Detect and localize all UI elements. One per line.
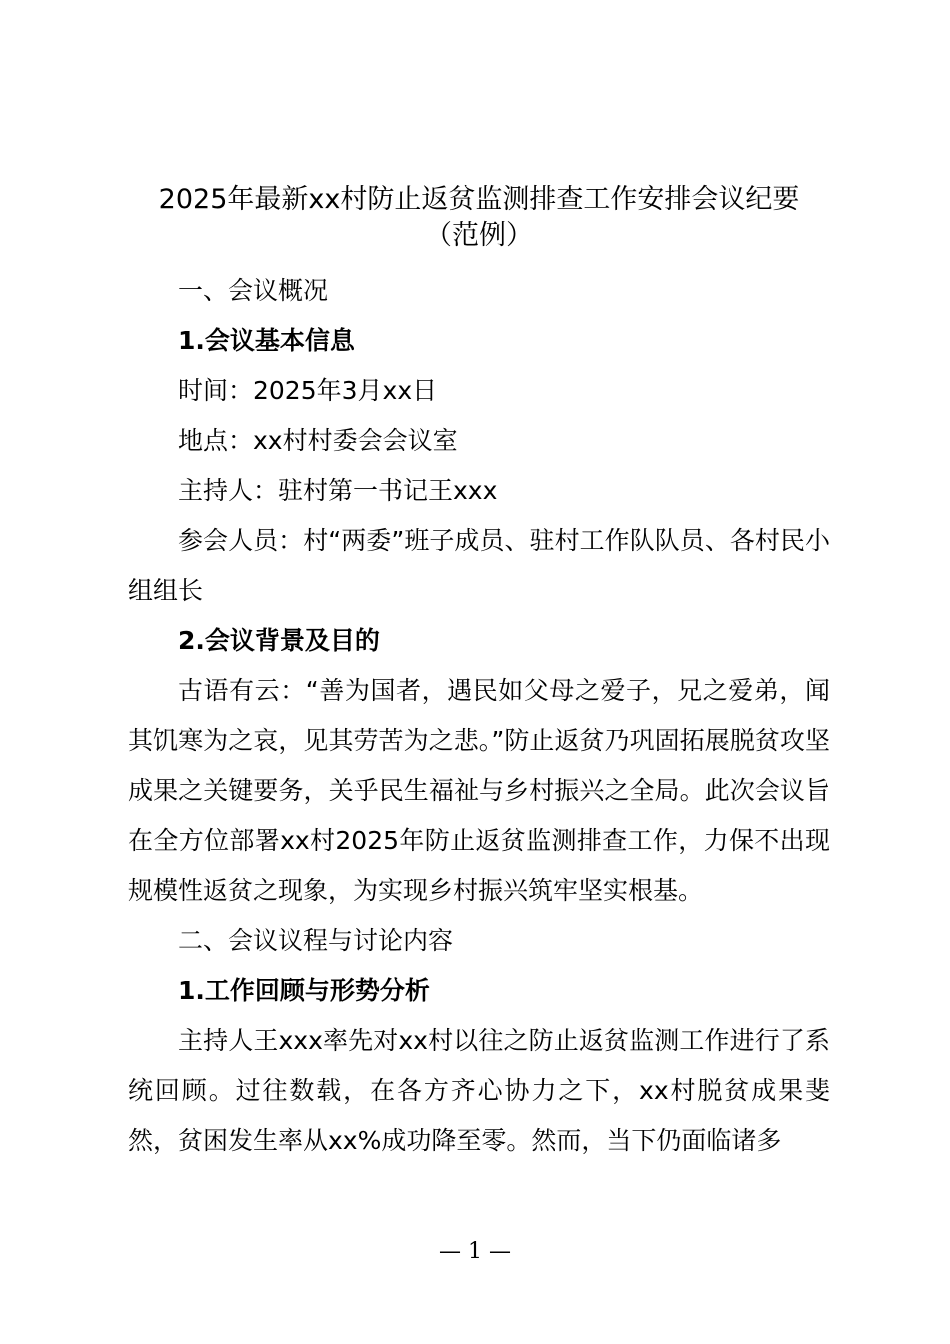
paragraph-review: 主持人王xxx率先对xx村以往之防止返贫监测工作进行了系统回顾。过往数载，在各方齐心协力之下，xx村脱贫成果斐然，贫困发生率从xx%成功降至零。然而，当下仍面临诸多 <box>128 1026 830 1155</box>
subheading-basic-info: 1.会议基本信息 <box>178 326 355 355</box>
section-heading-overview: 一、会议概况 <box>178 276 329 305</box>
section-heading-agenda: 二、会议议程与讨论内容 <box>178 926 454 955</box>
paragraph-background: 古语有云：“善为国者，遇民如父母之爱子，兄之爱弟，闻其饥寒为之哀，见其劳苦为之悲。”防止返贫乃巩固拓展脱贫攻坚成果之关键要务，关乎民生福祉与乡村振兴之全局。此次会议旨在全方位部署xx村2025年防止返贫监测排查工作，力保不出现规模性返贫之现象，为实现乡村振兴筑牢坚实根基。 <box>128 676 830 905</box>
meeting-attendees: 参会人员：村“两委”班子成员、驻村工作队队员、各村民小组组长 <box>128 526 830 605</box>
subheading-review: 1.工作回顾与形势分析 <box>178 976 430 1005</box>
title-line-1: 2025年最新xx村防止返贫监测排查工作安排会议纪要 <box>158 184 800 215</box>
meeting-time: 时间：2025年3月xx日 <box>178 376 438 405</box>
meeting-location: 地点：xx村村委会会议室 <box>178 426 458 455</box>
title-line-2: （范例） <box>425 220 533 251</box>
document-title <box>128 182 830 254</box>
subheading-background: 2.会议背景及目的 <box>178 626 380 655</box>
document-body <box>128 182 830 1166</box>
meeting-host: 主持人：驻村第一书记王xxx <box>178 476 498 505</box>
page-number: — 1 — <box>439 1239 511 1264</box>
